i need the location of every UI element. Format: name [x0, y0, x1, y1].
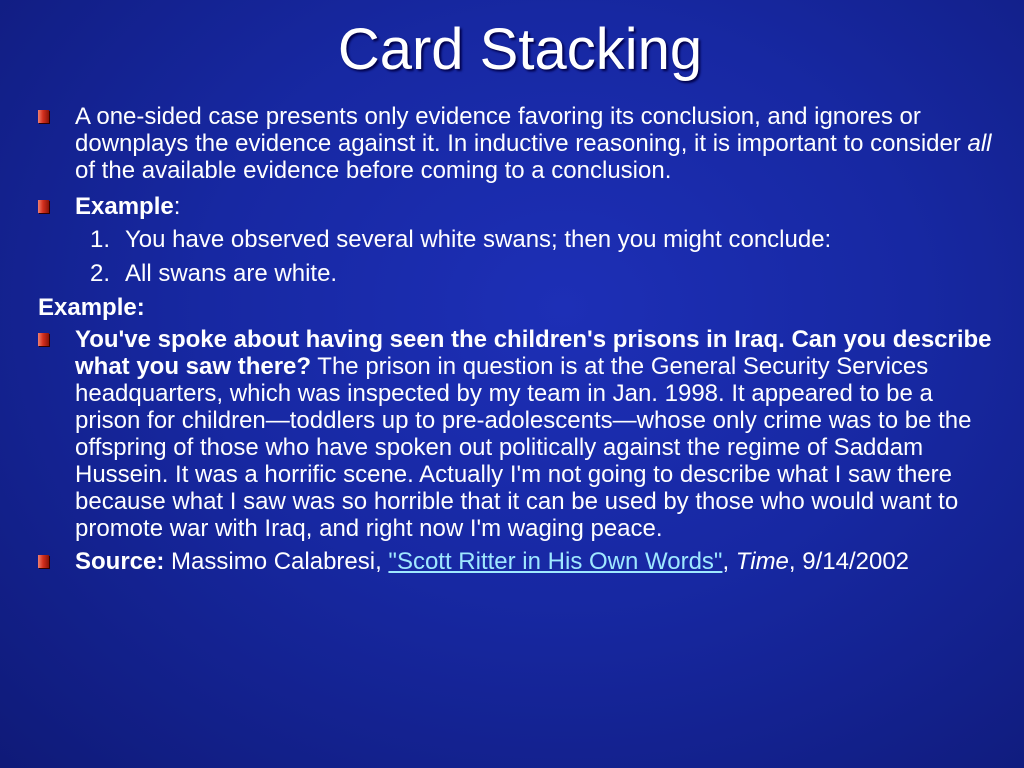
slide-title: Card Stacking [337, 17, 703, 82]
square-bullet-icon [38, 333, 49, 346]
bullet-source [38, 548, 998, 575]
example-heading-2: Example: [38, 294, 145, 321]
source-separator: , [722, 548, 736, 575]
numbered-item-2-text: All swans are white. [125, 260, 338, 287]
quote-question: You've spoke about having seen the children's prisons in Iraq. Can you describe what you saw there? [75, 326, 992, 380]
example-label: Example [75, 193, 174, 220]
bullet-example-heading [38, 193, 998, 220]
source-author: Massimo Calabresi, [164, 548, 389, 575]
bullet-definition [38, 103, 998, 184]
numbered-item-1-number: 1. [90, 226, 111, 253]
source-label: Source: [75, 548, 165, 575]
example-colon: : [173, 193, 181, 220]
source-article-link[interactable]: "Scott Ritter in His Own Words" [388, 548, 723, 575]
source-publication: Time [735, 548, 789, 575]
quote-answer: The prison in question is at the General Security Services headquarters, which was inspected by my team in Jan. 1998. It appeared to be a prison for children—toddlers up to pre-adolescents—whose only crime was to be the offspring of those who have spoken out politically against the regime of Saddam Hussein. It was a horrific scene. Actually I'm not going to describe what I saw there because what I saw was so horrible that it can be used by those who would want to promote war with Iraq, and right now I'm waging peace. [75, 353, 972, 542]
source-date: , 9/14/2002 [788, 548, 910, 575]
numbered-item-2-number: 2. [90, 260, 111, 287]
definition-emphasis: all [967, 130, 992, 157]
slide-content [38, 103, 998, 584]
square-bullet-icon [38, 200, 49, 213]
definition-text-after: of the available evidence before coming to a conclusion. [75, 157, 672, 184]
numbered-item-2 [38, 260, 998, 287]
definition-text-before: A one-sided case presents only evidence favoring its conclusion, and ignores or downplays the evidence against it. In inductive reasoning, it is important to consider [75, 103, 968, 157]
square-bullet-icon [38, 555, 49, 568]
square-bullet-icon [38, 110, 49, 123]
bullet-quote [38, 326, 998, 542]
numbered-item-1 [38, 226, 998, 253]
numbered-item-1-text: You have observed several white swans; then you might conclude: [125, 226, 832, 253]
